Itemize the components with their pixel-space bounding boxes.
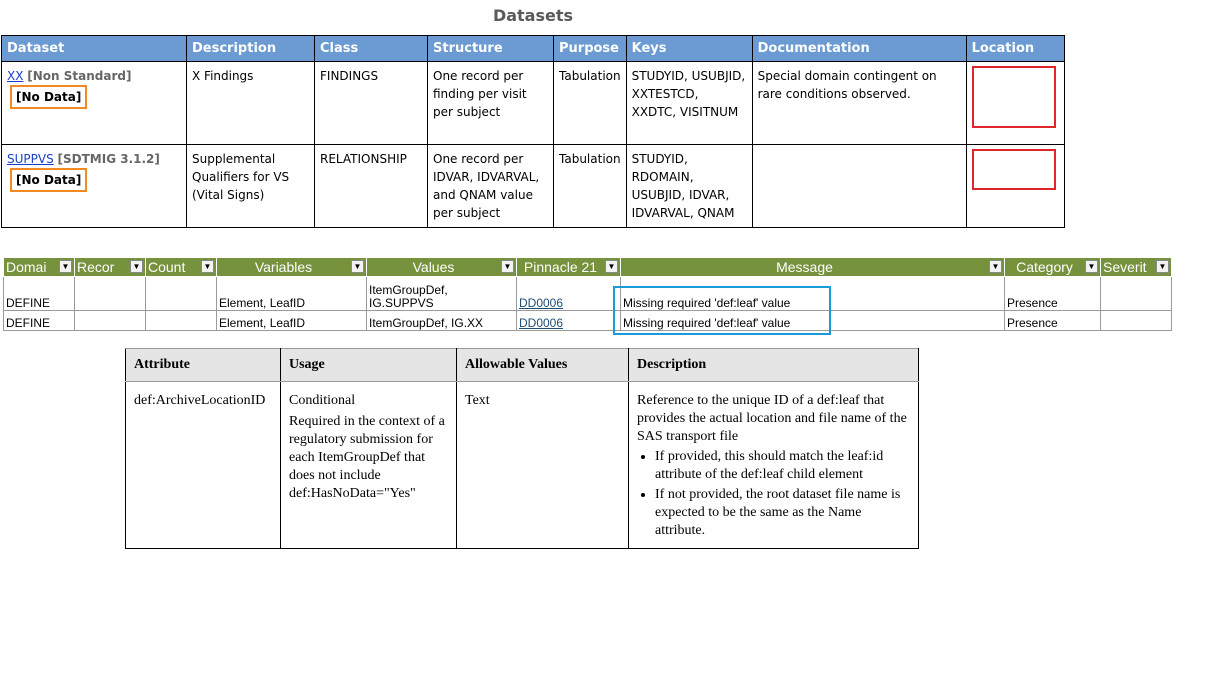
datasets-header-row (2, 36, 1065, 62)
cell-domain: DEFINE (4, 277, 75, 311)
no-data-badge: [No Data] (10, 168, 87, 192)
cell-values: ItemGroupDef, IG.SUPPVS (367, 277, 517, 311)
dataset-documentation: Special domain contingent on rare conditions observed. (752, 62, 966, 145)
dataset-class: RELATIONSHIP (315, 145, 428, 228)
cell-message: Missing required 'def:leaf' value (621, 277, 1005, 311)
table-row (4, 311, 1172, 331)
pinnacle-header-row (4, 258, 1172, 277)
list-item: • If not provided, the root dataset file name is expected to be the same as the Name attribute. (655, 486, 912, 540)
cell-values: ItemGroupDef, IG.XX (367, 311, 517, 331)
cell-category: Presence (1005, 277, 1101, 311)
location-highlight (972, 149, 1056, 190)
dataset-standard: [Non Standard] (27, 69, 132, 83)
cell-count (146, 277, 217, 311)
dataset-location (966, 145, 1064, 228)
cell-variables: Element, LeafID (217, 311, 367, 331)
col-domain: Domai ▼ (4, 258, 75, 277)
attribute-header-row (126, 349, 919, 382)
list-item: • If provided, this should match the leaf:id attribute of the def:leaf child element (655, 448, 912, 484)
col-usage: Usage (281, 349, 457, 382)
filter-dropdown-icon[interactable]: ▼ (501, 260, 514, 273)
cell-domain: DEFINE (4, 311, 75, 331)
dataset-documentation (752, 145, 966, 228)
col-severity: Severit ▼ (1101, 258, 1172, 277)
pinnacle-report-table (3, 257, 1172, 331)
description-cell (629, 382, 919, 549)
dataset-structure: One record per IDVAR, IDVARVAL, and QNAM value per subject (428, 145, 554, 228)
rule-link[interactable]: DD0006 (519, 316, 564, 330)
cell-count (146, 311, 217, 331)
col-record: Recor ▼ (75, 258, 146, 277)
filter-dropdown-icon[interactable]: ▼ (1085, 260, 1098, 273)
dataset-cell (2, 62, 187, 145)
table-row (4, 277, 1172, 311)
description-text: Reference to the unique ID of a def:leaf that provides the actual location and file name of the SAS transport file (637, 393, 907, 444)
dataset-standard: [SDTMIG 3.1.2] (57, 152, 160, 166)
cell-record (75, 277, 146, 311)
attribute-spec-table (125, 348, 919, 549)
cell-category: Presence (1005, 311, 1101, 331)
col-keys: Keys (626, 36, 752, 62)
allowable-values: Text (457, 382, 629, 549)
cell-severity (1101, 311, 1172, 331)
dataset-location (966, 62, 1064, 145)
filter-dropdown-icon[interactable]: ▼ (130, 260, 143, 273)
col-category: Category ▼ (1005, 258, 1101, 277)
filter-dropdown-icon[interactable]: ▼ (1156, 260, 1169, 273)
dataset-class: FINDINGS (315, 62, 428, 145)
dataset-cell (2, 145, 187, 228)
col-dataset: Dataset (2, 36, 187, 62)
dataset-purpose: Tabulation (554, 145, 627, 228)
col-values: Values ▼ (367, 258, 517, 277)
usage-cell (281, 382, 457, 549)
attribute-name: def:ArchiveLocationID (126, 382, 281, 549)
filter-dropdown-icon[interactable]: ▼ (351, 260, 364, 273)
col-message: Message ▼ (621, 258, 1005, 277)
cell-rule (517, 277, 621, 311)
rule-link[interactable]: DD0006 (519, 296, 564, 310)
dataset-link[interactable]: XX (7, 69, 24, 83)
datasets-table (1, 35, 1065, 228)
dataset-purpose: Tabulation (554, 62, 627, 145)
cell-severity (1101, 277, 1172, 311)
filter-dropdown-icon[interactable]: ▼ (59, 260, 72, 273)
col-attr-description: Description (629, 349, 919, 382)
location-highlight (972, 66, 1056, 128)
usage-value: Conditional (289, 393, 356, 408)
col-attribute: Attribute (126, 349, 281, 382)
no-data-badge: [No Data] (10, 85, 87, 109)
cell-message: Missing required 'def:leaf' value (621, 311, 1005, 331)
filter-dropdown-icon[interactable]: ▼ (201, 260, 214, 273)
dataset-description: X Findings (187, 62, 315, 145)
usage-detail: Required in the context of a regulatory submission for each ItemGroupDef that does not include def:HasNoData="Yes" (289, 414, 445, 501)
col-allowable-values: Allowable Values (457, 349, 629, 382)
col-description: Description (187, 36, 315, 62)
col-structure: Structure (428, 36, 554, 62)
datasets-title: Datasets (492, 6, 574, 25)
dataset-structure: One record per finding per visit per subject (428, 62, 554, 145)
dataset-description: Supplemental Qualifiers for VS (Vital Signs) (187, 145, 315, 228)
dataset-link[interactable]: SUPPVS (7, 152, 54, 166)
dataset-row (2, 62, 1065, 145)
col-documentation: Documentation (752, 36, 966, 62)
dataset-keys: STUDYID, USUBJID, XXTESTCD, XXDTC, VISITNUM (626, 62, 752, 145)
cell-record (75, 311, 146, 331)
description-bullets (637, 448, 912, 540)
col-location: Location (966, 36, 1064, 62)
col-purpose: Purpose (554, 36, 627, 62)
attribute-row (126, 382, 919, 549)
cell-rule (517, 311, 621, 331)
dataset-row (2, 145, 1065, 228)
filter-dropdown-icon[interactable]: ▼ (605, 260, 618, 273)
filter-active-icon[interactable]: ▼ (989, 260, 1002, 273)
cell-variables: Element, LeafID (217, 277, 367, 311)
message-highlight (613, 286, 831, 335)
col-variables: Variables ▼ (217, 258, 367, 277)
dataset-keys: STUDYID, RDOMAIN, USUBJID, IDVAR, IDVARVAL, QNAM (626, 145, 752, 228)
col-count: Count ▼ (146, 258, 217, 277)
col-class: Class (315, 36, 428, 62)
col-rule: Pinnacle 21 ▼ (517, 258, 621, 277)
